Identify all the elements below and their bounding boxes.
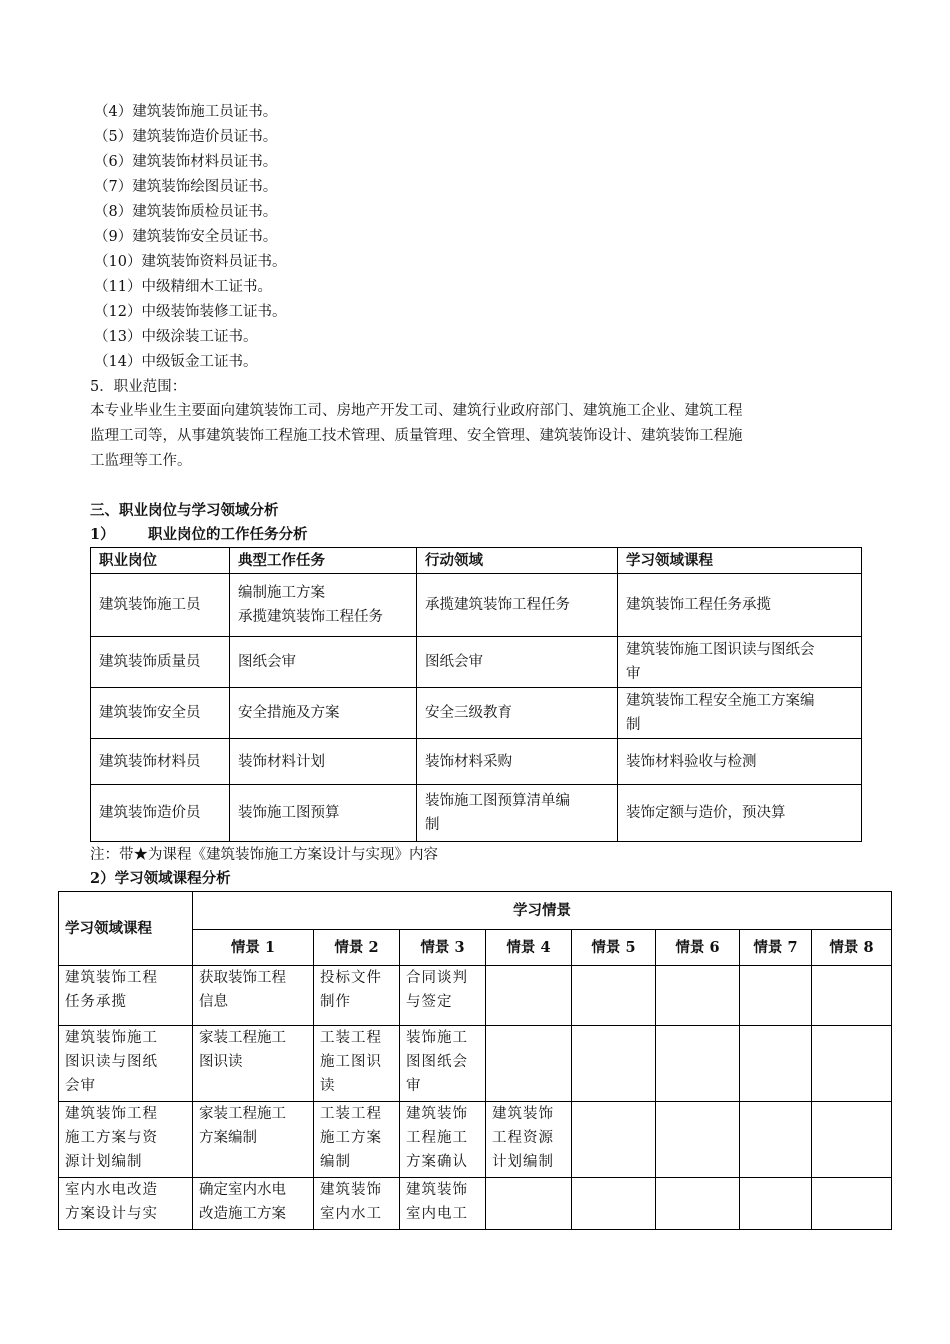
career-scope-heading: 5．职业范围： — [90, 379, 187, 395]
certificate-item: （11）中级精细木工证书。 — [94, 279, 272, 295]
certificate-item: （13）中级涂装工证书。 — [94, 329, 258, 345]
cell-line: 合同谈判 — [406, 970, 468, 986]
job-post-cell: 建筑装饰安全员 — [91, 688, 230, 739]
career-scope-paragraph-line: 监理工司等，从事建筑装饰工程施工技术管理、质量管理、安全管理、建筑装饰设计、建筑装饰工程施 — [90, 428, 743, 444]
scenario-cell — [812, 1102, 892, 1178]
job-post-cell: 建筑装饰材料员 — [91, 739, 230, 785]
cell-line: 工程施工 — [406, 1130, 468, 1146]
job-post-cell: 建筑装饰施工员 — [91, 574, 230, 637]
table-row — [91, 785, 862, 842]
scenario-cell — [193, 1026, 314, 1102]
cell-line: 图纸会审 — [425, 654, 483, 670]
certificate-item: （5）建筑装饰造价员证书。 — [94, 129, 278, 145]
course-name-cell — [59, 966, 193, 1026]
cell-line: 编制 — [320, 1154, 351, 1170]
column-header: 职业岗位 — [91, 548, 230, 574]
scenario-cell — [812, 966, 892, 1026]
typical-task-cell — [230, 637, 417, 688]
cell-line: 获取装饰工程 — [199, 970, 286, 986]
action-domain-cell — [417, 637, 618, 688]
cell-line: 建筑装饰施工 — [65, 1030, 158, 1046]
course-cell — [618, 785, 862, 842]
typical-task-cell — [230, 688, 417, 739]
scenario-header: 情景 4 — [486, 930, 572, 966]
table-header-row — [59, 892, 892, 930]
course-cell — [618, 574, 862, 637]
action-domain-cell — [417, 739, 618, 785]
typical-task-cell — [230, 785, 417, 842]
scenario-cell — [656, 1026, 740, 1102]
cell-line: 安全措施及方案 — [238, 705, 340, 721]
column-header: 行动领域 — [417, 548, 618, 574]
table-row — [91, 688, 862, 739]
course-name-cell — [59, 1026, 193, 1102]
cell-line: 工程资源 — [492, 1130, 554, 1146]
scenario-header: 情景 3 — [400, 930, 486, 966]
table-row — [91, 739, 862, 785]
table-row — [59, 1178, 892, 1230]
scenario-cell — [486, 1178, 572, 1230]
column-header: 典型工作任务 — [230, 548, 417, 574]
cell-line: 改造施工方案 — [199, 1206, 286, 1222]
cell-line: 建筑装饰 — [406, 1106, 468, 1122]
action-domain-cell — [417, 574, 618, 637]
cell-line: 安全三级教育 — [425, 705, 512, 721]
column-header: 学习领域课程 — [59, 892, 193, 966]
certificate-item: （12）中级装饰装修工证书。 — [94, 304, 287, 320]
scenario-cell — [740, 1178, 812, 1230]
scenario-cell — [572, 966, 656, 1026]
cell-line: 图图纸会 — [406, 1054, 468, 1070]
cell-line: 建筑装饰工程 — [65, 1106, 158, 1122]
scenario-cell — [400, 966, 486, 1026]
group-header: 学习情景 — [193, 892, 892, 930]
cell-line: 审 — [406, 1078, 422, 1094]
cell-line: 图识读 — [199, 1054, 243, 1070]
table-row — [59, 1026, 892, 1102]
scenario-cell — [400, 1026, 486, 1102]
scenario-header: 情景 8 — [812, 930, 892, 966]
cell-line: 与签定 — [406, 994, 453, 1010]
scenario-cell — [812, 1178, 892, 1230]
cell-line: 制 — [626, 717, 641, 733]
cell-line: 审 — [626, 666, 641, 682]
scenario-header: 情景 2 — [314, 930, 400, 966]
cell-line: 建筑装饰工程 — [65, 970, 158, 986]
subsection-title: 2）学习领域课程分析 — [90, 870, 231, 887]
cell-line: 室内水电改造 — [65, 1182, 158, 1198]
cell-line: 编制施工方案 — [238, 585, 325, 601]
cell-line: 工装工程 — [320, 1030, 382, 1046]
cell-line: 装饰定额与造价，预决算 — [626, 805, 786, 821]
certificate-item: （8）建筑装饰质检员证书。 — [94, 204, 278, 220]
cell-line: 信息 — [199, 994, 228, 1010]
course-cell — [618, 637, 862, 688]
certificate-item: （4）建筑装饰施工员证书。 — [94, 104, 278, 120]
scenario-cell — [656, 1102, 740, 1178]
scenario-cell — [486, 966, 572, 1026]
cell-line: 方案设计与实 — [65, 1206, 158, 1222]
cell-line: 室内电工 — [406, 1206, 468, 1222]
cell-line: 室内水工 — [320, 1206, 382, 1222]
cell-line: 工装工程 — [320, 1106, 382, 1122]
cell-line: 家装工程施工 — [199, 1106, 286, 1122]
scenario-cell — [656, 1178, 740, 1230]
scenario-cell — [572, 1026, 656, 1102]
cell-line: 施工图识 — [320, 1054, 382, 1070]
cell-line: 建筑装饰 — [406, 1182, 468, 1198]
action-domain-cell — [417, 785, 618, 842]
cell-line: 建筑装饰 — [320, 1182, 382, 1198]
cell-line: 承揽建筑装饰工程任务 — [425, 597, 570, 613]
scenario-cell — [193, 966, 314, 1026]
scenario-cell — [812, 1026, 892, 1102]
cell-line: 制 — [425, 817, 440, 833]
scenario-header: 情景 7 — [740, 930, 812, 966]
scenario-cell — [740, 966, 812, 1026]
job-task-table — [90, 547, 862, 842]
scenario-header: 情景 5 — [572, 930, 656, 966]
course-cell — [618, 739, 862, 785]
scenario-cell — [314, 1102, 400, 1178]
cell-line: 装饰施工图预算 — [238, 805, 340, 821]
scenario-cell — [400, 1178, 486, 1230]
scenario-header: 情景 1 — [193, 930, 314, 966]
career-scope-paragraph-line: 工监理等工作。 — [90, 453, 192, 469]
cell-line: 读 — [320, 1078, 336, 1094]
scenario-cell — [314, 1178, 400, 1230]
cell-line: 装饰材料验收与检测 — [626, 753, 757, 770]
scenario-cell — [572, 1178, 656, 1230]
scenario-cell — [740, 1026, 812, 1102]
cell-line: 计划编制 — [492, 1154, 554, 1170]
cell-line: 施工方案与资 — [65, 1130, 158, 1146]
certificate-item: （7）建筑装饰绘图员证书。 — [94, 179, 278, 195]
table-header-row — [91, 548, 862, 574]
job-post-cell: 建筑装饰质量员 — [91, 637, 230, 688]
course-analysis-table — [58, 891, 892, 1230]
certificate-item: （6）建筑装饰材料员证书。 — [94, 154, 278, 170]
scenario-cell — [314, 1026, 400, 1102]
table-note: 注：带★为课程《建筑装饰施工方案设计与实现》内容 — [90, 847, 438, 863]
scenario-cell — [314, 966, 400, 1026]
certificate-item: （9）建筑装饰安全员证书。 — [94, 229, 278, 245]
cell-line: 建筑装饰工程任务承揽 — [626, 597, 771, 613]
subsection-number: 1） — [90, 526, 115, 543]
table-row — [59, 966, 892, 1026]
scenario-cell — [400, 1102, 486, 1178]
cell-line: 装饰施工 — [406, 1030, 468, 1046]
certificate-item: （14）中级钣金工证书。 — [94, 354, 258, 370]
cell-line: 家装工程施工 — [199, 1030, 286, 1046]
typical-task-cell — [230, 574, 417, 637]
scenario-cell — [656, 966, 740, 1026]
cell-line: 承揽建筑装饰工程任务 — [238, 609, 383, 625]
course-name-cell — [59, 1178, 193, 1230]
cell-line: 方案确认 — [406, 1154, 468, 1170]
cell-line: 施工方案 — [320, 1130, 382, 1146]
scenario-cell — [193, 1178, 314, 1230]
cell-line: 建筑装饰 — [492, 1106, 554, 1122]
cell-line: 装饰材料计划 — [238, 753, 325, 770]
cell-line: 装饰材料采购 — [425, 753, 512, 770]
cell-line: 制作 — [320, 994, 351, 1010]
certificate-item: （10）建筑装饰资料员证书。 — [94, 254, 287, 270]
cell-line: 装饰施工图预算清单编 — [425, 793, 570, 809]
cell-line: 任务承揽 — [65, 994, 127, 1010]
cell-line: 图识读与图纸 — [65, 1054, 158, 1070]
job-post-cell: 建筑装饰造价员 — [91, 785, 230, 842]
career-scope-paragraph-line: 本专业毕业生主要面向建筑装饰工司、房地产开发工司、建筑行业政府部门、建筑施工企业、建筑工程 — [90, 403, 743, 419]
cell-line: 投标文件 — [320, 970, 382, 986]
subsection-title: 职业岗位的工作任务分析 — [148, 526, 308, 543]
table-row — [59, 1102, 892, 1178]
scenario-cell — [486, 1102, 572, 1178]
scenario-cell — [486, 1026, 572, 1102]
table-row — [91, 574, 862, 637]
cell-line: 源计划编制 — [65, 1154, 143, 1170]
cell-line: 会审 — [65, 1078, 96, 1094]
course-cell — [618, 688, 862, 739]
cell-line: 建筑装饰工程安全施工方案编 — [626, 693, 815, 709]
cell-line: 确定室内水电 — [199, 1182, 286, 1198]
action-domain-cell — [417, 688, 618, 739]
cell-line: 图纸会审 — [238, 654, 296, 670]
table-row — [91, 637, 862, 688]
cell-line: 建筑装饰施工图识读与图纸会 — [626, 642, 815, 658]
scenario-header: 情景 6 — [656, 930, 740, 966]
typical-task-cell — [230, 739, 417, 785]
scenario-cell — [740, 1102, 812, 1178]
scenario-cell — [572, 1102, 656, 1178]
cell-line: 方案编制 — [199, 1130, 257, 1146]
course-name-cell — [59, 1102, 193, 1178]
column-header: 学习领域课程 — [618, 548, 862, 574]
section-title: 三、职业岗位与学习领域分析 — [90, 502, 279, 519]
scenario-cell — [193, 1102, 314, 1178]
